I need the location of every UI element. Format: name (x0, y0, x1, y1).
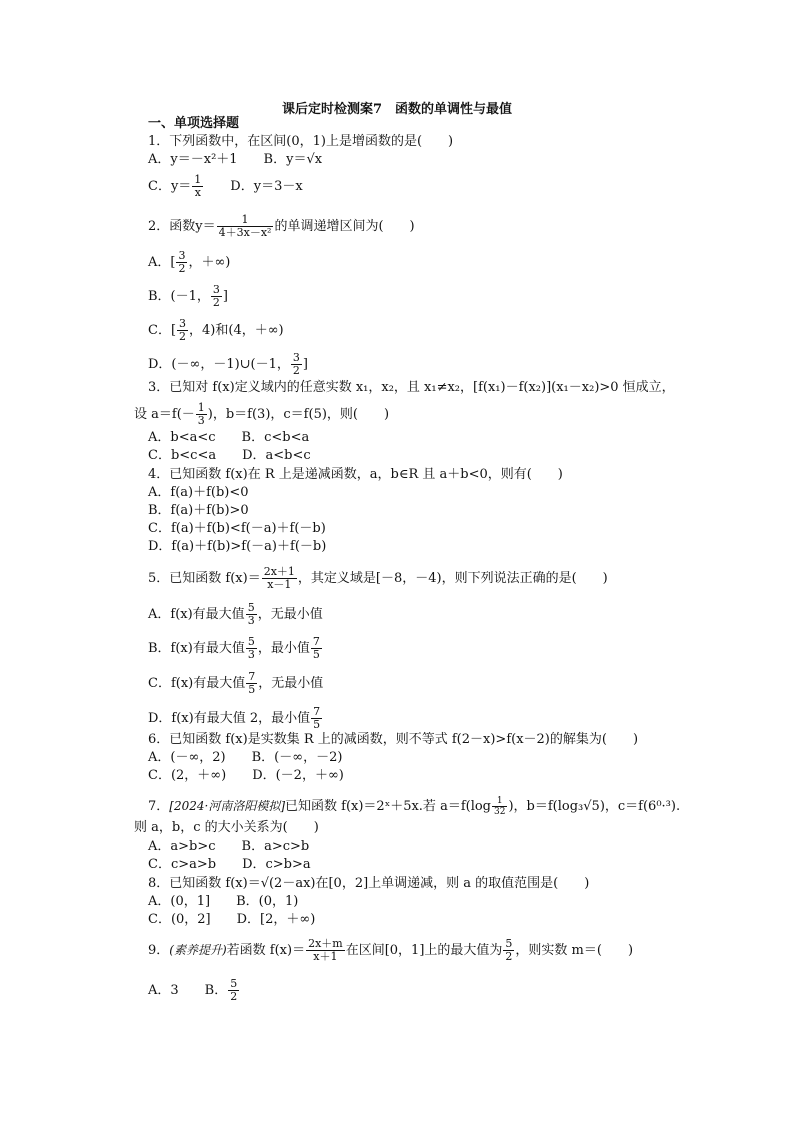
q5-option-d: D．f(x)有最大值 2，最小值 $\frac{7}{5}$ (148, 705, 321, 731)
q1-stem: 1．下列函数中，在区间(0，1)上是增函数的是( ) (148, 134, 454, 149)
q2-option-d: D．(－∞，－1)∪(－1， $\frac{3}{2}$ ] (148, 351, 308, 377)
q5-stem: 5．已知函数 f(x)＝ $\frac{2x+1}{x-1}$ ，其定义域是[－8，－4)，则下列说法正确的是( ) (148, 565, 608, 591)
q9-stem: 9．(素养提升)若函数 f(x)＝ $\frac{2x+m}{x+1}$ 在区间[0，1]上的最大值为 $\frac{5}{2}$ ，则实数 m＝( ) (148, 937, 634, 963)
q7-stem-line1: 7．[2024·河南洛阳模拟]已知函数 f(x)＝2ˣ＋5x.若 a＝f(log $\frac{1}{32}$ )，b＝f(log₃√5)，c＝f(6⁰·³). (148, 796, 681, 817)
q3-options-ab: A．b<a<c B．c<b<a (148, 430, 310, 445)
q3-stem-line2: 设 a＝f(－ $\frac{1}{3}$ )，b＝f(3)，c＝f(5)，则( ) (134, 401, 390, 427)
q9-options: A．3 B． $\frac{5}{2}$ (148, 977, 238, 1003)
q1-options-ab: A．y＝－x²＋1 B．y＝√x (148, 152, 323, 167)
q1-options-cd: C．y＝ $\frac{1}{x}$ D．y＝3－x (148, 173, 303, 199)
q8-stem: 8．已知函数 f(x)＝√(2－ax)在[0，2]上单调递减，则 a 的取值范围是( ) (148, 876, 590, 891)
q7-options-ab: A．a>b>c B．a>c>b (148, 839, 310, 854)
q4-stem: 4．已知函数 f(x)在 R 上是递减函数，a，b∈R 且 a＋b<0，则有( ) (148, 467, 563, 482)
q6-options-cd: C．(2，＋∞) D．(－2，＋∞) (148, 768, 344, 783)
q5-option-a: A．f(x)有最大值 $\frac{5}{3}$ ，无最小值 (148, 601, 323, 627)
q5-option-c: C．f(x)有最大值 $\frac{7}{5}$ ，无最小值 (148, 670, 324, 696)
q7-options-cd: C．c>a>b D．c>b>a (148, 857, 311, 872)
q4-option-d: D．f(a)＋f(b)>f(－a)＋f(－b) (148, 539, 327, 554)
q2-option-c: C．[ $\frac{3}{2}$ ，4)和(4，＋∞) (148, 317, 284, 343)
q8-options-cd: C．(0，2] D．[2，＋∞) (148, 912, 316, 927)
q3-stem-line1: 3．已知对 f(x)定义域内的任意实数 x₁，x₂，且 x₁≠x₂，[f(x₁)－f(x₂)](x₁－x₂)>0 恒成立， (148, 380, 675, 395)
q4-option-c: C．f(a)＋f(b)<f(－a)＋f(－b) (148, 521, 326, 536)
q5-option-b: B．f(x)有最大值 $\frac{5}{3}$ ，最小值 $\frac{7}{5}$ (148, 635, 320, 661)
q6-options-ab: A．(－∞，2) B．(－∞，－2) (148, 750, 343, 765)
q8-options-ab: A．(0，1] B．(0，1) (148, 894, 299, 909)
q6-stem: 6．已知函数 f(x)是实数集 R 上的减函数，则不等式 f(2－x)>f(x－2)的解集为( ) (148, 732, 639, 747)
q2-stem: 2．函数y＝ $\frac{1}{\text{4＋3x－x²}}$ 的单调递增区间为( ) (148, 213, 415, 239)
section-heading: 一、单项选择题 (148, 116, 240, 131)
q7-stem-line2: 则 a，b，c 的大小关系为( ) (134, 820, 319, 835)
q2-option-a: A．[ $\frac{3}{2}$ ，＋∞) (148, 249, 231, 275)
q3-options-cd: C．b<c<a D．a<b<c (148, 448, 311, 463)
q2-option-b: B．(－1， $\frac{3}{2}$ ] (148, 283, 228, 309)
q4-option-b: B．f(a)＋f(b)>0 (148, 503, 249, 518)
page-title: 课后定时检测案7 函数的单调性与最值 (281, 102, 513, 117)
q4-option-a: A．f(a)＋f(b)<0 (148, 485, 249, 500)
